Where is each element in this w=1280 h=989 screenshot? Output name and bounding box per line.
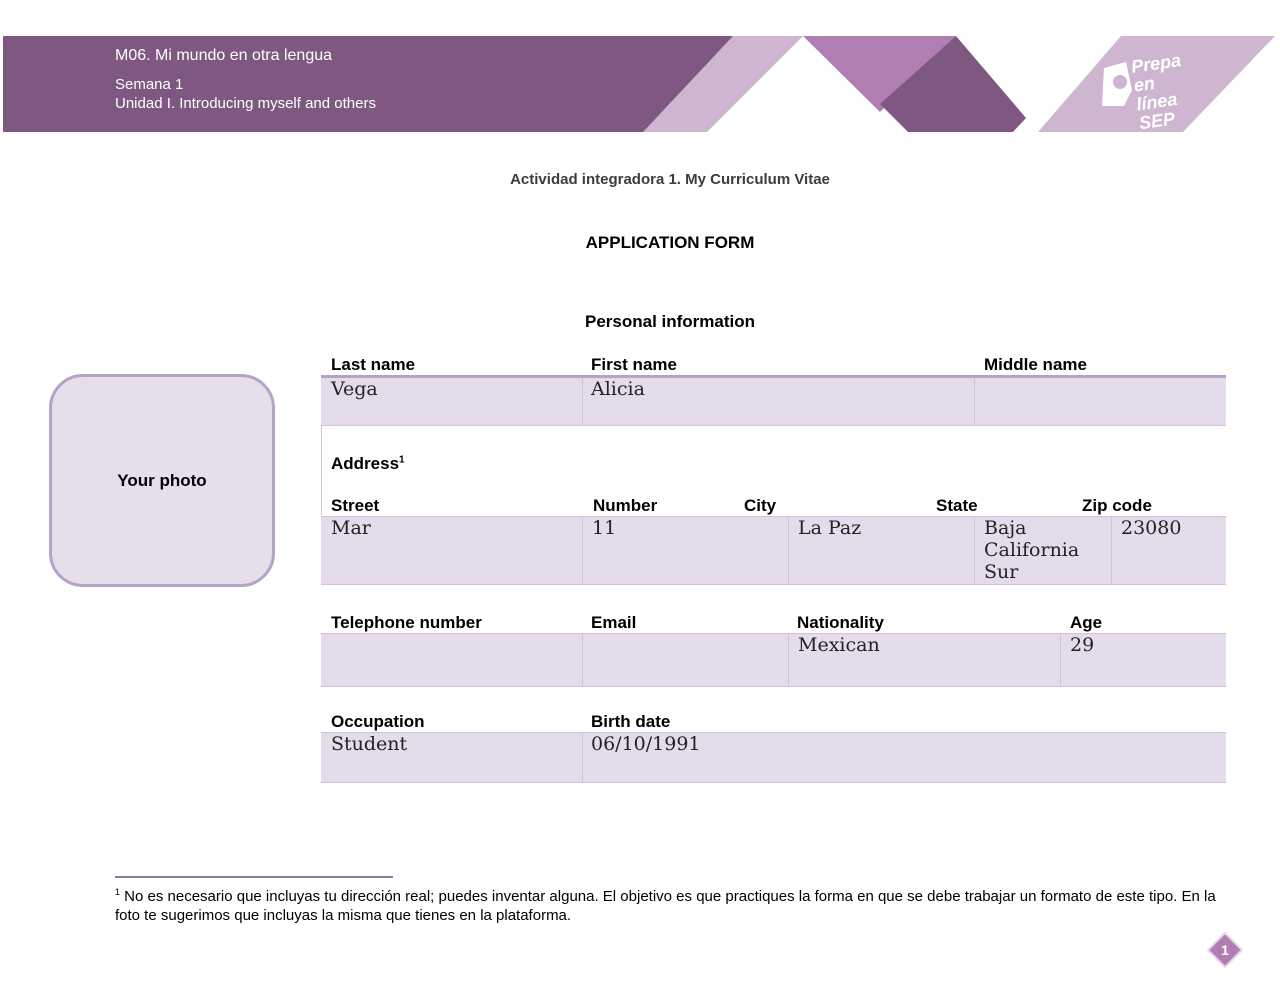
city-field[interactable]: La Paz	[798, 517, 862, 539]
nationality-field[interactable]: Mexican	[798, 634, 880, 656]
week-label: Semana 1	[115, 76, 184, 93]
zip-code-field[interactable]: 23080	[1121, 517, 1182, 539]
last-name-label: Last name	[331, 355, 416, 374]
zip-code-label: Zip code	[1082, 496, 1152, 515]
page-number: 1	[1221, 942, 1229, 958]
section-title: Personal information	[584, 312, 756, 331]
address-row	[321, 516, 1226, 585]
occupation-label: Occupation	[331, 712, 425, 731]
middle-name-label: Middle name	[984, 355, 1087, 374]
address-label: Address$^1$	[331, 454, 405, 473]
street-label: Street	[331, 496, 380, 515]
state-label: State	[936, 496, 978, 515]
middle-name-field[interactable]	[984, 378, 1214, 418]
state-line-1: Baja	[984, 517, 1027, 539]
state-line-3: Sur	[984, 561, 1019, 583]
address-footnote-mark: 1	[399, 454, 405, 466]
form-title: APPLICATION FORM	[585, 233, 755, 252]
state-line-2: California	[984, 539, 1080, 561]
unit-label: Unidad I. Introducing myself and others	[115, 95, 376, 112]
activity-title: Actividad integradora 1. My Curriculum Vitae	[510, 171, 830, 188]
city-label: City	[744, 496, 777, 515]
footnote	[115, 883, 1225, 925]
email-label: Email	[591, 613, 637, 632]
age-field[interactable]: 29	[1070, 634, 1095, 656]
first-name-label: First name	[591, 355, 677, 374]
last-name-field[interactable]: Vega	[331, 378, 378, 400]
logo-line-1: Prepa en	[1129, 50, 1183, 96]
module-title: M06. Mi mundo en otra lengua	[115, 47, 333, 64]
logo-line-2: línea	[1135, 88, 1179, 115]
photo-label: Your photo	[117, 470, 207, 490]
state-field[interactable]	[984, 517, 1079, 583]
telephone-field[interactable]	[331, 634, 571, 679]
occupation-field[interactable]: Student	[331, 733, 408, 755]
nationality-label: Nationality	[797, 613, 884, 632]
logo-line-3: SEP	[1137, 108, 1177, 134]
age-label: Age	[1070, 613, 1103, 632]
prepa-en-linea-logo	[1100, 50, 1183, 134]
number-label: Number	[593, 496, 658, 515]
number-field[interactable]: 11	[592, 517, 617, 539]
email-field[interactable]	[591, 634, 781, 679]
footnote-mark: 1	[115, 887, 121, 897]
birth-date-field[interactable]: 06/10/1991	[591, 733, 701, 755]
street-field[interactable]: Mar	[331, 517, 371, 539]
footnote-divider	[115, 876, 393, 878]
photo-placeholder[interactable]	[49, 374, 275, 587]
first-name-field[interactable]: Alicia	[591, 378, 645, 400]
birth-date-label: Birth date	[591, 712, 671, 731]
telephone-label: Telephone number	[331, 613, 482, 632]
footnote-text: No es necesario que incluyas tu dirección real; puedes inventar alguna. El objetivo es que practiques la forma en que se debe trabajar un formato de este tipo. En la foto te sugerimos que incluyas la misma que tienes en la plataforma.	[115, 888, 1216, 924]
occupation-row	[321, 732, 1226, 783]
